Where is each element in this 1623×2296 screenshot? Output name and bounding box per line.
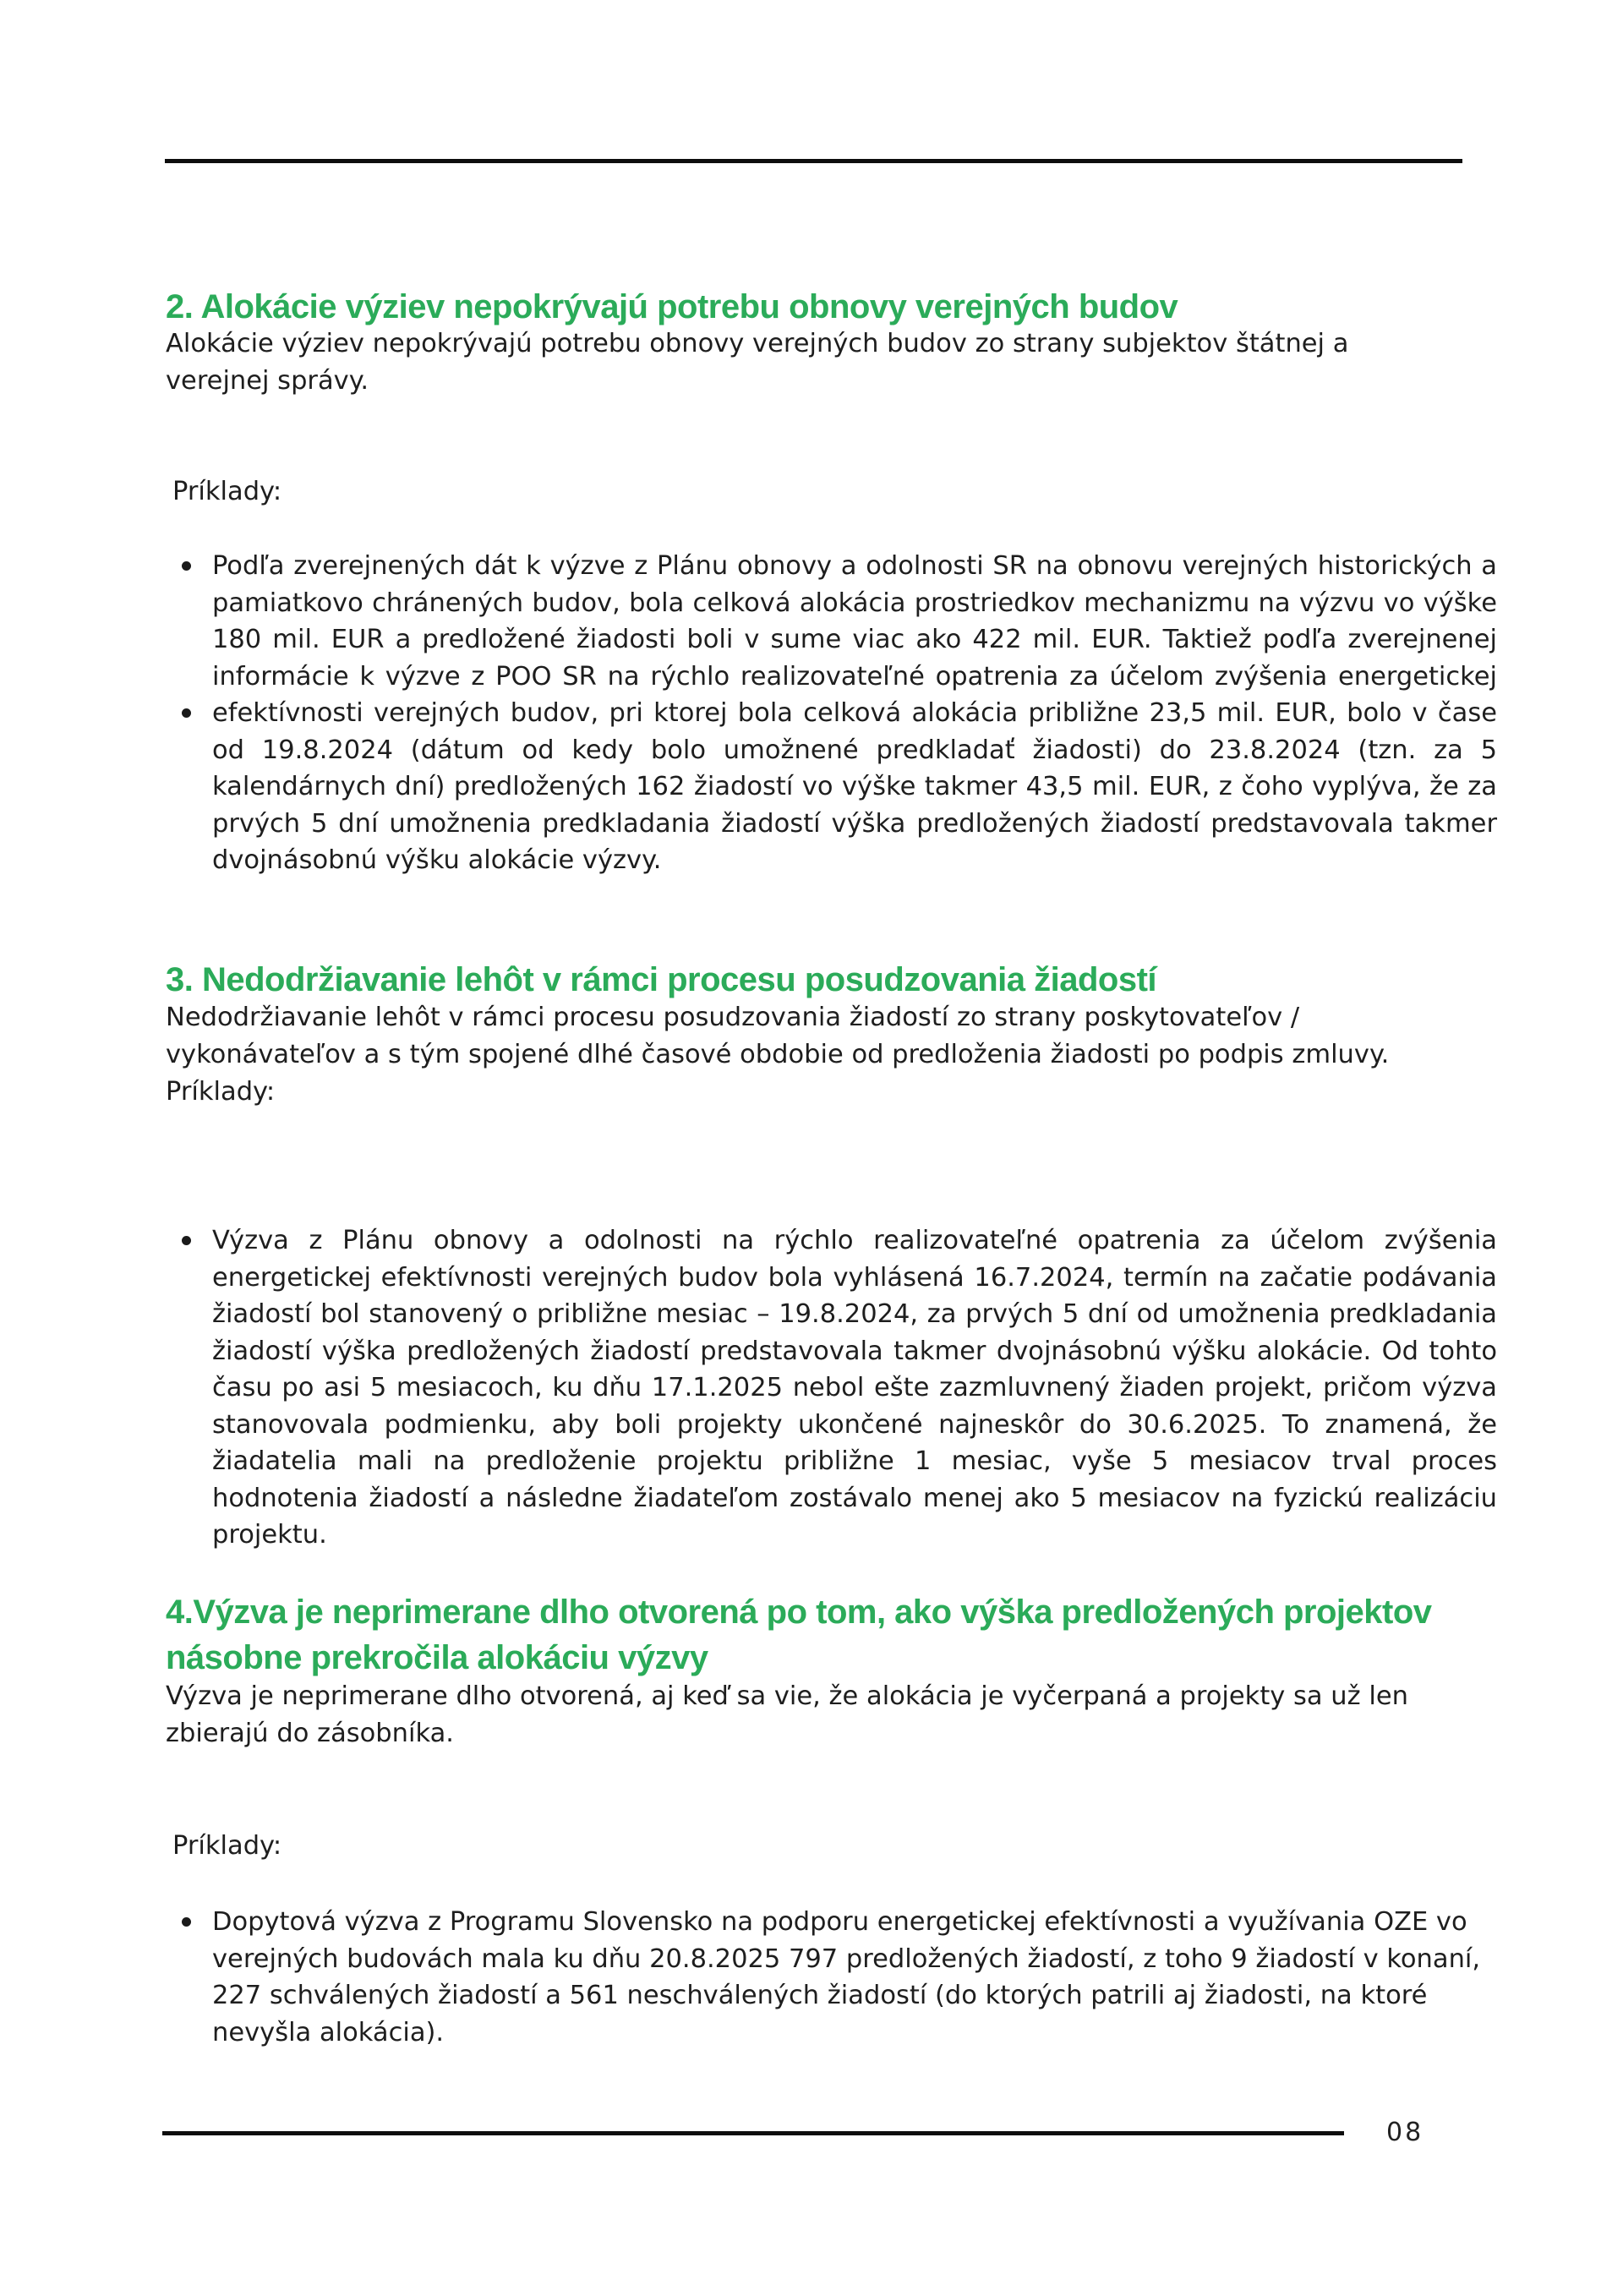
section-4-description-block — [166, 1678, 1476, 1752]
examples-label: Príklady: — [166, 1077, 276, 1107]
bullet-icon — [182, 708, 191, 718]
bullet-icon — [182, 1236, 191, 1245]
bullet-icon — [182, 1917, 191, 1927]
footer-divider — [162, 2131, 1344, 2135]
section-3-bullets — [166, 1222, 1497, 1554]
section-3-description-block — [166, 999, 1434, 1074]
examples-label: Príklady: — [172, 1831, 282, 1861]
page-number: 08 — [1386, 2118, 1424, 2147]
section-heading: 3. Nedodržiavanie lehôt v rámci procesu posudzovania žiadostí — [166, 961, 1157, 998]
section-heading: 4.Výzva je neprimerane dlho otvorená po tom, ako výška predložených projektov násobne prekročila alokáciu výzvy — [166, 1594, 1432, 1676]
bullet-list — [166, 1222, 1497, 1554]
examples-label: Príklady: — [172, 477, 282, 506]
section-2-heading-block — [166, 284, 1497, 330]
section-2-bullets — [166, 548, 1497, 879]
section-heading: 2. Alokácie výziev nepokrývajú potrebu obnovy verejných budov — [166, 288, 1178, 325]
section-3-heading-block — [166, 957, 1497, 1003]
list-item-text: Podľa zverejnených dát k výzve z Plánu obnovy a odolnosti SR na obnovu verejných historických a pamiatkovo chránených budov, bola celková alokácia prostriedkov mechanizmu na výzvu vo výške 180 mil. EUR a predložené žiadosti boli v sume viac ako 422 mil. EUR. Taktiež podľa zverejnenej informácie k výzve z POO SR na rýchlo realizovateľné opatrenia za účelom zvýšenia energetickej efektívnosti verejných budov, pri ktorej bola celková alokácia približne 23,5 mil. EUR, bolo v čase od 19.8.2024 (dátum od kedy bolo umožnené predkladať žiadosti) do 23.8.2024 (tzn. za 5 kalendárnych dní) predložených 162 žiadostí vo výške takmer 43,5 mil. EUR, z čoho vyplýva, že za prvých 5 dní umožnenia predkladania žiadostí výška predložených žiadostí predstavovala takmer dvojnásobnú výšku alokácie výzvy. — [212, 551, 1497, 875]
list-item — [166, 548, 1497, 879]
section-description: Alokácie výziev nepokrývajú potrebu obnovy verejných budov zo strany subjektov štátnej a verejnej správy. — [166, 329, 1349, 396]
section-4-heading-block — [166, 1589, 1493, 1681]
bullet-icon — [182, 561, 191, 571]
list-item — [166, 1222, 1497, 1554]
section-4-examples-block — [166, 1828, 1497, 1865]
header-divider — [165, 159, 1462, 163]
section-2-description-block — [166, 325, 1400, 400]
section-description: Nedodržiavanie lehôt v rámci procesu posudzovania žiadostí zo strany poskytovateľov / vykonávateľov a s tým spojené dlhé časové obdobie od predloženia žiadosti po podpis zmluvy. — [166, 1003, 1390, 1069]
list-item-text: Výzva z Plánu obnovy a odolnosti na rýchlo realizovateľné opatrenia za účelom zvýšenia energetickej efektívnosti verejných budov bola vyhlásená 16.7.2024, termín na začatie podávania žiadostí bol stanovený o približne mesiac – 19.8.2024, za prvých 5 dní od umožnenia predkladania žiadostí výška predložených žiadostí predstavovala takmer dvojnásobnú výšku alokácie. Od tohto času po asi 5 mesiacoch, ku dňu 17.1.2025 nebol ešte zazmluvnený žiaden projekt, pričom výzva stanovovala podmienku, aby boli projekty ukončené najneskôr do 30.6.2025. To znamená, že žiadatelia mali na predloženie projektu približne 1 mesiac, vyše 5 mesiacov trval proces hodnotenia žiadostí a následne žiadateľom zostávalo menej ako 5 mesiacov na fyzickú realizáciu projektu. — [212, 1226, 1497, 1550]
section-2-examples-block — [166, 473, 1497, 511]
section-4-bullets — [166, 1904, 1497, 2051]
list-item-text: Dopytová výzva z Programu Slovensko na podporu energetickej efektívnosti a využívania OZE vo verejných budovách mala ku dňu 20.8.2025 797 predložených žiadostí, z toho 9 žiadostí v konaní, 227 schválených žiadostí a 561 neschválených žiadostí (do ktorých patrili aj žiadosti, na ktoré nevyšla alokácia). — [212, 1907, 1481, 2047]
bullet-list — [166, 548, 1497, 879]
section-description: Výzva je neprimerane dlho otvorená, aj keď sa vie, že alokácia je vyčerpaná a projekty sa už len zbierajú do zásobníka. — [166, 1681, 1408, 1748]
bullet-list — [166, 1904, 1497, 2051]
list-item — [166, 1904, 1497, 2051]
section-3-examples-block — [166, 1074, 1497, 1111]
